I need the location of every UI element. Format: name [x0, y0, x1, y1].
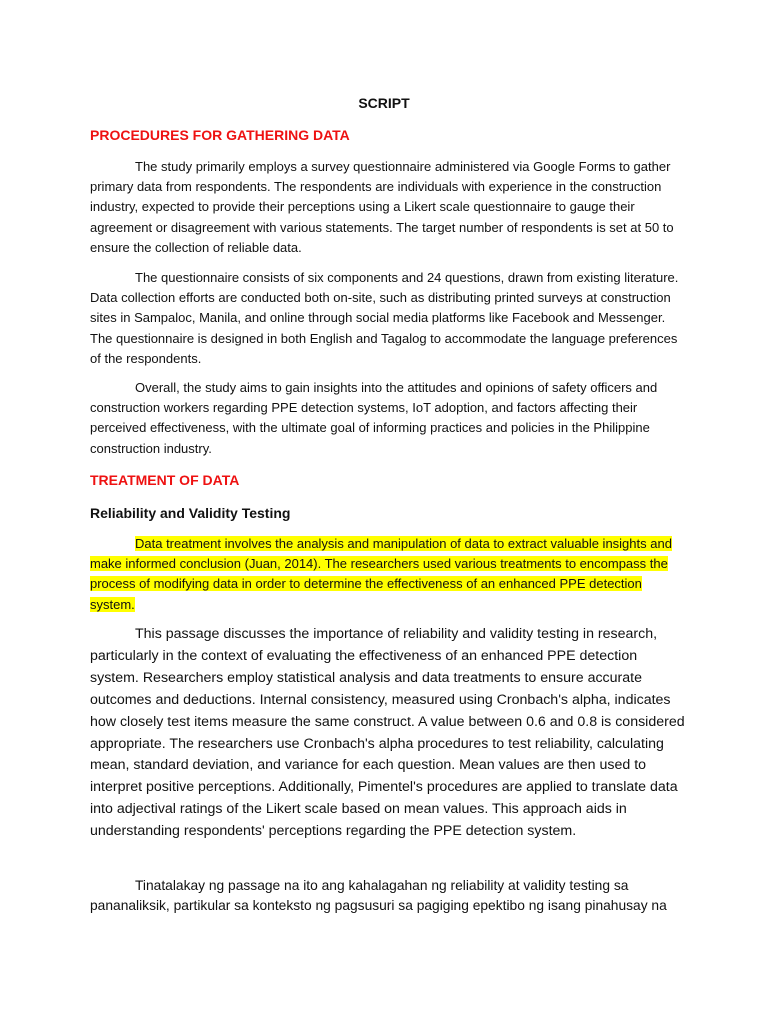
- paragraph-5-text: This passage discusses the importance of reliability and validity testing in research, particularly in the context of evaluating the effectiveness of an enhanced PPE detection system. Researchers employ statistical analysis and data treatments to ensure accurate outcomes and deductions. Internal consistency, measured using Cronbach's alpha, indicates how closely test items measure the same construct. A value between 0.6 and 0.8 is considered appropriate. The researchers use Cronbach's alpha procedures to test reliability, calculating mean, standard deviation, and variance for each question. Mean values are then used to interpret positive perceptions. Additionally, Pimentel's procedures are applied to translate data into adjectival ratings of the Likert scale based on mean values. This approach aids in understanding respondents' perceptions regarding the PPE detection system.: [90, 626, 685, 840]
- subheading-reliability-validity: Reliability and Validity Testing: [90, 505, 291, 521]
- paragraph-6-tagalog: [90, 876, 680, 916]
- paragraph-6-text: Tinatalakay ng passage na ito ang kahalagahan ng reliability at validity testing sa pananaliksik, partikular sa konteksto ng pagsusuri sa pagiging epektibo ng isang pinahusay na: [90, 878, 667, 913]
- highlighted-text: Data treatment involves the analysis and manipulation of data to extract valuable insights and make informed conclusion (Juan, 2014). The researchers used various treatments to encompass the process of modifying data in order to determine the effectiveness of an enhanced PPE detection system.: [90, 536, 672, 612]
- section-heading-treatment-of-data: TREATMENT OF DATA: [90, 472, 240, 488]
- paragraph-5: [90, 624, 685, 843]
- document-title: SCRIPT: [358, 95, 410, 111]
- paragraph-2-text: The questionnaire consists of six components and 24 questions, drawn from existing literature. Data collection efforts are conducted both on-site, such as distributing printed surveys at construction sites in Sampaloc, Manila, and online through social media platforms like Facebook and Messenger. The questionnaire is designed in both English and Tagalog to accommodate the language preferences of the respondents.: [90, 270, 679, 366]
- paragraph-2: [90, 268, 690, 369]
- paragraph-1-text: The study primarily employs a survey questionnaire administered via Google Forms to gather primary data from respondents. The respondents are individuals with experience in the construction industry, expected to provide their perceptions using a Likert scale questionnaire to gauge their agreement or disagreement with various statements. The target number of respondents is set at 50 to ensure the collection of reliable data.: [90, 159, 674, 255]
- paragraph-highlighted: [90, 534, 675, 615]
- paragraph-3-text: Overall, the study aims to gain insights into the attitudes and opinions of safety officers and construction workers regarding PPE detection systems, IoT adoption, and factors affecting their perceived effectiveness, with the ultimate goal of informing practices and policies in the Philippine construction industry.: [90, 380, 658, 456]
- paragraph-1: [90, 157, 690, 258]
- section-heading-gathering-data: PROCEDURES FOR GATHERING DATA: [90, 127, 350, 143]
- paragraph-3: [90, 378, 690, 459]
